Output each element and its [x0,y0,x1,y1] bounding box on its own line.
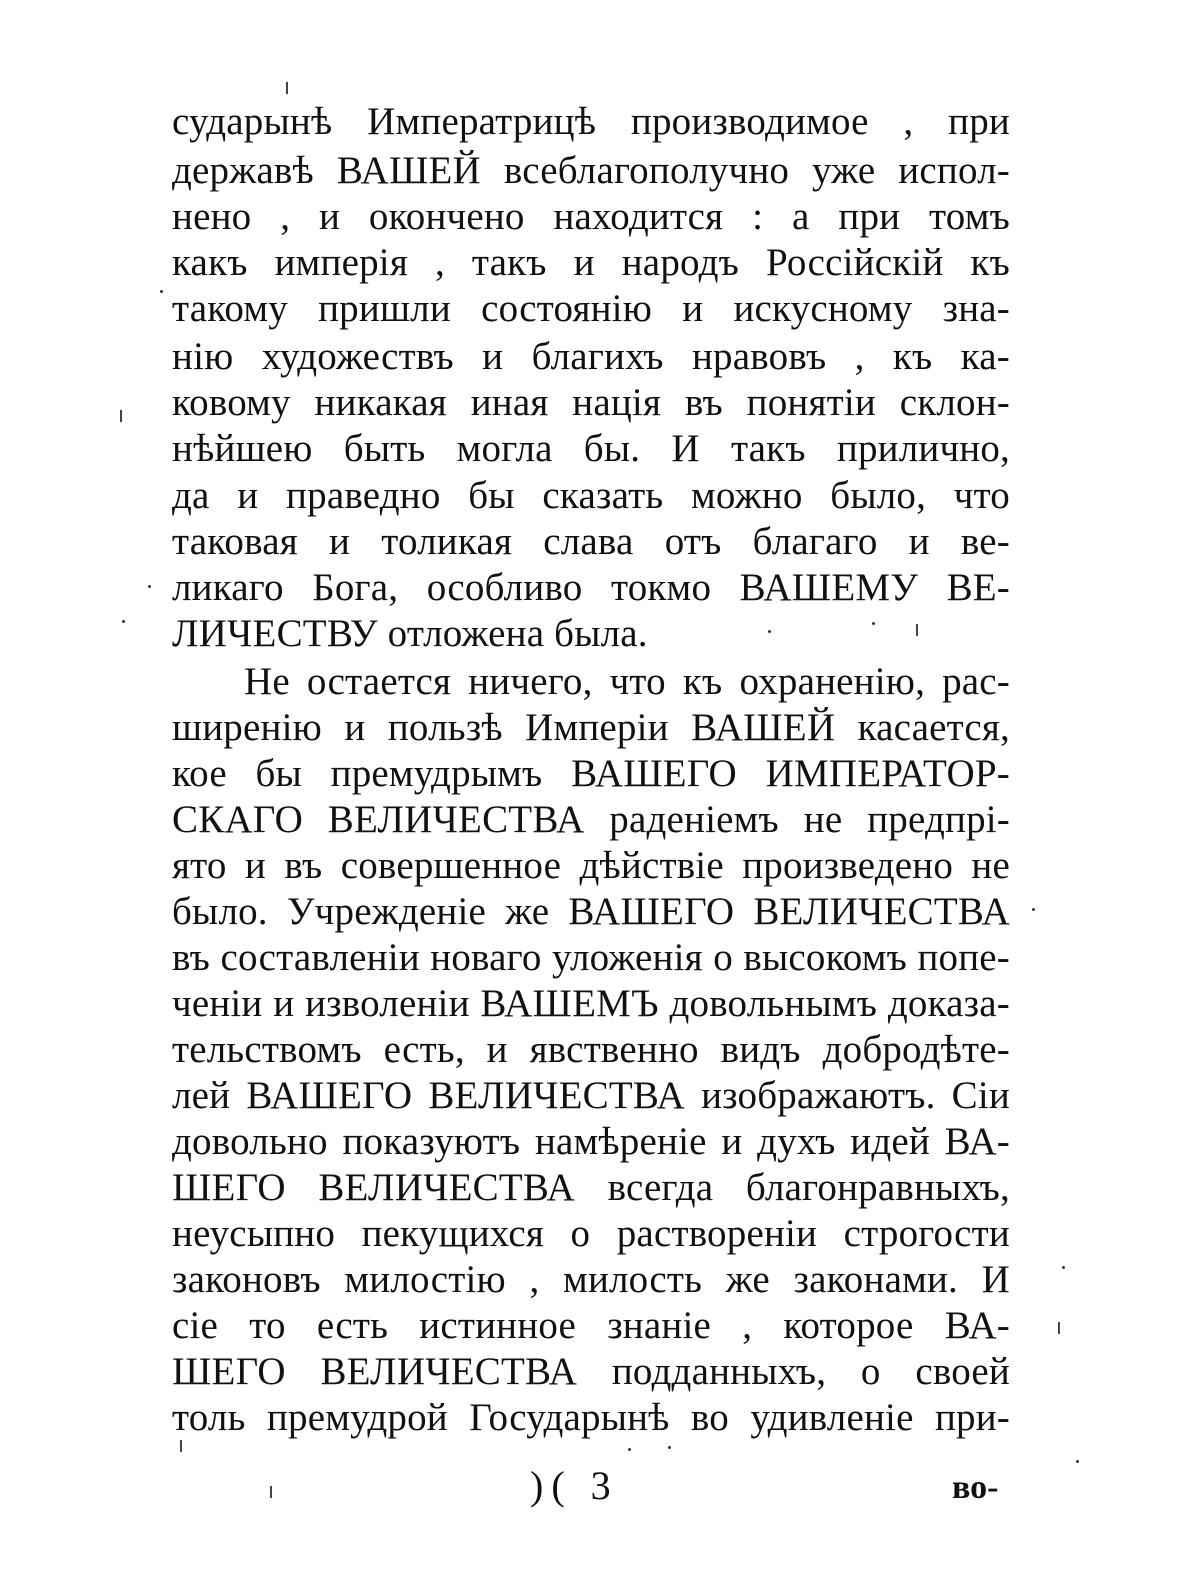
text-line: нію художествъ и благихъ нравовъ , къ ка- [172,335,1010,378]
print-speck [148,585,151,588]
print-speck [120,410,122,422]
text-line: какъ имперія , такъ и народъ Россійскій къ [172,241,1010,284]
print-speck [668,1446,671,1449]
print-speck [916,624,918,636]
text-line: сударынѣ Императрицѣ производимое , при [172,100,1010,143]
catchword: во- [952,1469,999,1506]
print-speck [1062,1266,1065,1269]
text-line: нѣйшею быть могла бы. И такъ прилично, [172,427,1010,470]
print-speck [1032,908,1035,911]
text-line: державѣ ВАШЕЙ всеблагополучно уже испол- [172,149,1010,192]
text-line: ковому никакая иная нація въ понятіи склон- [172,381,1010,424]
text-line: СКАГО ВЕЛИЧЕСТВА раденіемъ не предпрі- [172,798,1010,841]
text-line: ликаго Бога, особливо токмо ВАШЕМУ ВЕ- [172,566,1010,609]
print-speck [628,1448,631,1451]
text-line: толь премудрой Государынѣ во удивленіе при- [172,1396,1010,1439]
text-line: ято и въ совершенное дѣйствіе произведено не [172,844,1010,887]
text-line: сіе то есть истинное знаніе , которое ВА- [172,1304,1010,1347]
text-line: тельствомъ есть, и явственно видъ добродѣте- [172,1028,1010,1071]
text-line: ширенію и пользѣ Имперіи ВАШЕЙ касается, [172,706,1010,749]
print-speck [122,620,125,623]
text-line: въ составленіи новаго уложенія о высокомъ попе- [172,936,1010,979]
text-line: да и праведно бы сказать можно было, что [172,474,1010,517]
text-line: лей ВАШЕГО ВЕЛИЧЕСТВА изображаютъ. Сіи [172,1074,1010,1117]
text-line: таковая и толикая слава отъ благаго и ве- [172,520,1010,563]
text-line: ченіи и изволеніи ВАШЕМЪ довольнымъ доказа- [172,982,1010,1025]
text-line: ШЕГО ВЕЛИЧЕСТВА всегда благонравныхъ, [172,1166,1010,1209]
print-speck [270,1486,272,1498]
text-line: законовъ милостію , милость же законами. И [172,1258,1010,1301]
print-speck [872,622,875,625]
text-line: довольно показуютъ намѣреніе и духъ идей ВА- [172,1120,1010,1163]
text-line: неусыпно пекущихся о раствореніи строгости [172,1212,1010,1255]
print-speck [286,82,288,94]
print-speck [1058,1322,1060,1334]
text-line: было. Учрежденіе же ВАШЕГО ВЕЛИЧЕСТВА [172,890,1010,933]
print-speck [180,1440,182,1452]
text-line: кое бы премудрымъ ВАШЕГО ИМПЕРАТОР- [172,752,1010,795]
signature-mark: )( 3 [530,1463,619,1508]
paragraph-start-line: Не остается ничего, что къ охраненію, рас- [244,660,1010,703]
text-line: такому пришли состоянію и искусному зна- [172,287,1010,330]
print-speck [160,290,163,293]
text-line: ШЕГО ВЕЛИЧЕСТВА подданныхъ, о своей [172,1350,1010,1393]
print-speck [1076,1460,1079,1463]
text-line: нено , и окончено находится : а при томъ [172,195,1010,238]
text-line: ЛИЧЕСТВУ отложена была. [172,612,648,655]
print-speck [768,630,771,633]
